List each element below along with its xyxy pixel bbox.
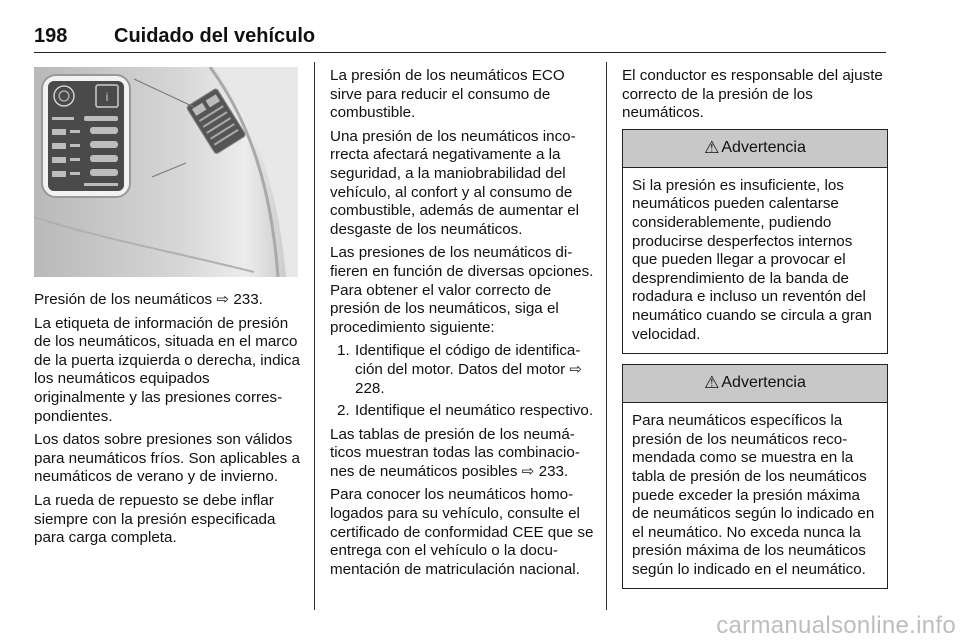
paragraph: El conductor es responsable del ajuste correcto de la presión de los neumáticos. xyxy=(622,67,883,122)
paragraph: La rueda de repuesto se debe inflar siempre con la presión especificada para carga completa. xyxy=(34,491,276,547)
list-item: 1. Identifique el código de identificación del motor. Datos del motor ⇨ 228. xyxy=(337,342,583,397)
page-number: 198 xyxy=(34,25,68,47)
ref-arrow-icon: ⇨ xyxy=(216,291,230,308)
svg-text:i: i xyxy=(105,90,109,104)
column-divider xyxy=(314,62,315,610)
warning-box xyxy=(622,129,888,354)
warning-header xyxy=(623,365,887,403)
paragraph: Las tablas de presión de los neumáticos muestran todas las combinaciones de neumáticos posibles ⇨ 233. xyxy=(330,425,580,480)
paragraph: Para conocer los neumáticos homologados para su vehículo, consulte el certificado de conformidad CEE que se entrega con el vehículo o la documentación de matriculación nacional. xyxy=(330,486,594,578)
column-divider xyxy=(606,62,607,610)
page-header xyxy=(34,22,886,52)
warning-title: Advertencia xyxy=(721,374,806,392)
page-ref-link[interactable]: 233. xyxy=(538,462,569,480)
tire-pressure-label-figure xyxy=(34,67,298,277)
paragraph: Las presiones de los neumáticos difieren en función de diversas opciones. Para obtener el valor correcto de presión de los neumáticos, siga el procedimiento siguiente: xyxy=(330,244,594,336)
paragraph: La etiqueta de información de presión de los neumáticos, situada en el marco de la puerta izquierda o derecha, indica los neumáticos equipados originalmente y las presiones correspondientes. xyxy=(34,314,300,425)
paragraph: Presión de los neumáticos ⇨ 233. xyxy=(34,291,263,308)
page-ref-link[interactable]: 233. xyxy=(233,291,263,308)
warning-title: Advertencia xyxy=(721,138,806,156)
warning-box xyxy=(622,364,888,589)
paragraph: Una presión de los neumáticos incorrecta afectará negativamente a la seguridad, a la maniobrabilidad del vehículo, al confort y al consumo de combustible, además de aumentar el desgaste de los neumáticos. xyxy=(330,127,580,238)
ref-arrow-icon: ⇨ xyxy=(521,462,535,480)
paragraph: Los datos sobre presiones son válidos para neumáticos fríos. Son aplicables a neumáticos de verano y de invierno. xyxy=(34,431,300,486)
page-ref-link[interactable]: 228. xyxy=(355,379,385,397)
chapter-title: Cuidado del vehículo xyxy=(114,25,316,47)
paragraph: La presión de los neumáticos ECO sirve para reducir el consumo de combustible. xyxy=(330,67,565,122)
list-item: 2. Identifique el neumático respectivo. xyxy=(337,402,594,420)
column-middle xyxy=(330,67,594,584)
warning-icon: ⚠ xyxy=(704,373,720,393)
tire-pressure-label-icon xyxy=(34,67,298,277)
column-left xyxy=(34,291,300,553)
warning-body: Para neumáticos específicos la presión de los neumáticos recomendada como se muestra en la tabla de presión de los neumáticos puede exceder la presión máxima de neumáticos según lo indicado en el neumático. No exceda nunca la presión máxima de los neumáticos según lo indicado en el neumático. xyxy=(632,412,875,578)
column-right xyxy=(622,67,888,599)
procedure-list xyxy=(330,342,594,420)
warning-body: Si la presión es insuficiente, los neumáticos pueden calentarse considerablemente, pudiendo producirse desperfectos internos que pueden llegar a provocar el desprendimiento de la banda de rodadura e incluso un reventón del neumático cuando se circula a gran velocidad. xyxy=(632,176,872,343)
warning-header xyxy=(623,130,887,168)
watermark: carmanualsonline.info xyxy=(716,612,956,639)
warning-icon: ⚠ xyxy=(704,137,720,157)
header-rule xyxy=(34,52,886,53)
ref-arrow-icon: ⇨ xyxy=(569,360,583,378)
